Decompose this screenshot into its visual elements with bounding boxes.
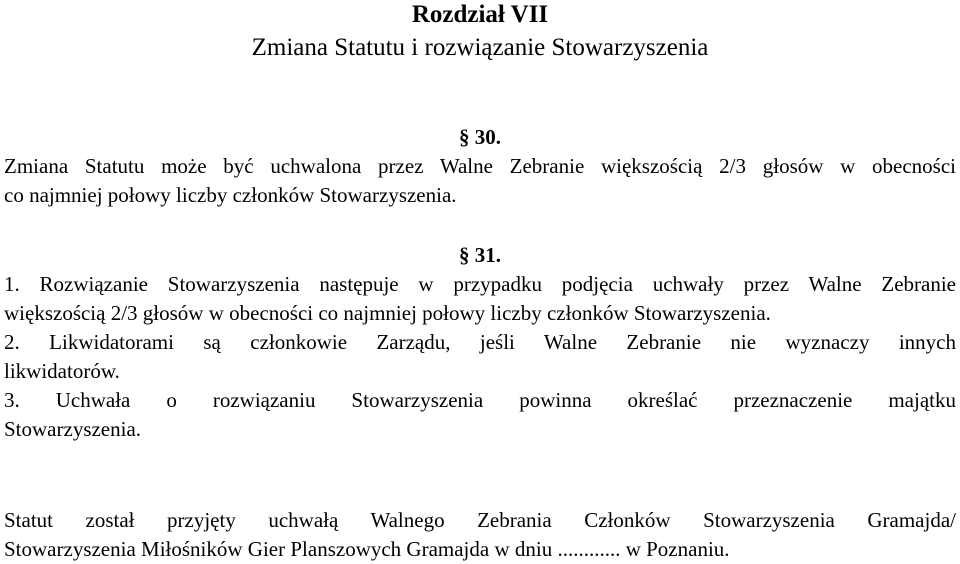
text-line: większością 2/3 głosów w obecności co najmniej połowy liczby członków Stowarzyszenia. — [4, 301, 771, 325]
text-line: Statut został przyjęty uchwałą Walnego Zebrania Członków Stowarzyszenia Gramajda/ — [4, 508, 956, 532]
text-line: Stowarzyszenia. — [4, 417, 142, 441]
text-line: 1. Rozwiązanie Stowarzyszenia następuje w przypadku podjęcia uchwały przez Walne Zebranie — [4, 272, 956, 296]
paragraph-31-body — [4, 270, 956, 444]
closing-statement — [4, 506, 956, 564]
text-line: Zmiana Statutu może być uchwalona przez Walne Zebranie większością 2/3 głosów w obecności — [4, 154, 956, 178]
text-line: Stowarzyszenia Miłośników Gier Planszowych Gramajda w dniu ............ w Poznaniu. — [4, 537, 730, 561]
paragraph-heading-30: § 30. — [459, 125, 501, 149]
chapter-title: Zmiana Statutu i rozwiązanie Stowarzyszenia — [251, 34, 709, 61]
text-line: 3. Uchwała o rozwiązaniu Stowarzyszenia powinna określać przeznaczenie majątku — [4, 388, 956, 412]
paragraph-30-body — [4, 152, 956, 210]
text-line: 2. Likwidatorami są członkowie Zarządu, jeśli Walne Zebranie nie wyznaczy innych — [4, 330, 956, 354]
chapter-number: Rozdział VII — [411, 1, 549, 28]
text-line: co najmniej połowy liczby członków Stowarzyszenia. — [4, 183, 457, 207]
paragraph-heading-31: § 31. — [459, 243, 501, 267]
text-line: likwidatorów. — [4, 359, 120, 383]
